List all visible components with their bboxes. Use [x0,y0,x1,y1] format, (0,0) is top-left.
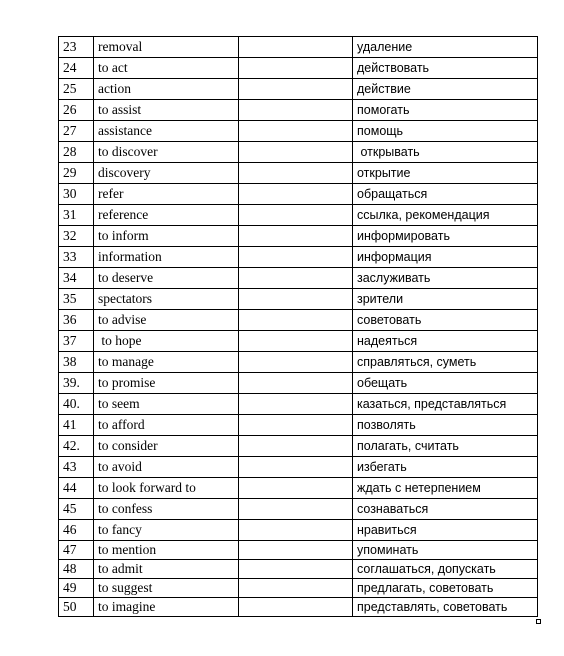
english-term: to inform [94,226,239,247]
russian-translation: зрители [353,289,538,310]
row-number: 45 [59,499,94,520]
empty-cell [239,205,353,226]
russian-translation: открытие [353,163,538,184]
row-number: 40. [59,394,94,415]
table-row [59,598,538,617]
empty-cell [239,100,353,121]
row-number: 31 [59,205,94,226]
empty-cell [239,268,353,289]
russian-translation: соглашаться, допускать [353,560,538,579]
russian-translation: ссылка, рекомендация [353,205,538,226]
row-number: 39. [59,373,94,394]
russian-translation: действие [353,79,538,100]
russian-translation: помощь [353,121,538,142]
table-row [59,373,538,394]
russian-translation: предлагать, советовать [353,579,538,598]
empty-cell [239,247,353,268]
empty-cell [239,37,353,58]
table-row [59,541,538,560]
russian-translation: заслуживать [353,268,538,289]
russian-translation: сознаваться [353,499,538,520]
row-number: 35 [59,289,94,310]
empty-cell [239,289,353,310]
table-resize-handle[interactable] [536,619,541,624]
row-number: 44 [59,478,94,499]
russian-translation: надеяться [353,331,538,352]
russian-translation: казаться, представляться [353,394,538,415]
russian-translation: советовать [353,310,538,331]
russian-translation: нравиться [353,520,538,541]
table-row [59,436,538,457]
row-number: 33 [59,247,94,268]
table-row [59,394,538,415]
row-number: 25 [59,79,94,100]
empty-cell [239,142,353,163]
row-number: 47 [59,541,94,560]
english-term: to seem [94,394,239,415]
russian-translation: позволять [353,415,538,436]
english-term: removal [94,37,239,58]
russian-translation: открывать [353,142,538,163]
english-term: refer [94,184,239,205]
empty-cell [239,457,353,478]
empty-cell [239,415,353,436]
table-row [59,289,538,310]
empty-cell [239,121,353,142]
russian-translation: избегать [353,457,538,478]
english-term: to act [94,58,239,79]
english-term: spectators [94,289,239,310]
table-row [59,352,538,373]
empty-cell [239,560,353,579]
table-row [59,79,538,100]
vocabulary-table [58,36,538,617]
english-term: to admit [94,560,239,579]
english-term: to consider [94,436,239,457]
table-row [59,58,538,79]
russian-translation: обещать [353,373,538,394]
russian-translation: информация [353,247,538,268]
russian-translation: удаление [353,37,538,58]
row-number: 36 [59,310,94,331]
row-number: 30 [59,184,94,205]
row-number: 48 [59,560,94,579]
row-number: 28 [59,142,94,163]
table-row [59,142,538,163]
table-row [59,560,538,579]
english-term: to promise [94,373,239,394]
english-term: to manage [94,352,239,373]
english-term: to discover [94,142,239,163]
row-number: 41 [59,415,94,436]
empty-cell [239,436,353,457]
empty-cell [239,310,353,331]
russian-translation: помогать [353,100,538,121]
english-term: assistance [94,121,239,142]
row-number: 26 [59,100,94,121]
table-row [59,415,538,436]
russian-translation: информировать [353,226,538,247]
empty-cell [239,520,353,541]
english-term: to assist [94,100,239,121]
vocabulary-table-body [59,37,538,617]
english-term: to look forward to [94,478,239,499]
empty-cell [239,541,353,560]
table-row [59,310,538,331]
table-row [59,579,538,598]
table-row [59,205,538,226]
table-row [59,478,538,499]
english-term: to advise [94,310,239,331]
table-row [59,331,538,352]
empty-cell [239,373,353,394]
row-number: 42. [59,436,94,457]
russian-translation: действовать [353,58,538,79]
english-term: to hope [94,331,239,352]
english-term: action [94,79,239,100]
row-number: 46 [59,520,94,541]
russian-translation: обращаться [353,184,538,205]
table-row [59,268,538,289]
row-number: 37 [59,331,94,352]
empty-cell [239,163,353,184]
empty-cell [239,331,353,352]
row-number: 50 [59,598,94,617]
english-term: to deserve [94,268,239,289]
english-term: to fancy [94,520,239,541]
row-number: 49 [59,579,94,598]
english-term: to avoid [94,457,239,478]
row-number: 29 [59,163,94,184]
table-row [59,499,538,520]
english-term: to afford [94,415,239,436]
row-number: 32 [59,226,94,247]
empty-cell [239,226,353,247]
table-row [59,184,538,205]
row-number: 38 [59,352,94,373]
row-number: 24 [59,58,94,79]
russian-translation: представлять, советовать [353,598,538,617]
empty-cell [239,394,353,415]
empty-cell [239,478,353,499]
english-term: discovery [94,163,239,184]
english-term: information [94,247,239,268]
english-term: to confess [94,499,239,520]
table-row [59,37,538,58]
english-term: to suggest [94,579,239,598]
empty-cell [239,58,353,79]
table-row [59,100,538,121]
empty-cell [239,499,353,520]
russian-translation: справляться, суметь [353,352,538,373]
table-row [59,121,538,142]
table-row [59,163,538,184]
russian-translation: полагать, считать [353,436,538,457]
table-row [59,520,538,541]
english-term: to imagine [94,598,239,617]
table-row [59,457,538,478]
row-number: 34 [59,268,94,289]
empty-cell [239,598,353,617]
table-row [59,226,538,247]
row-number: 27 [59,121,94,142]
row-number: 23 [59,37,94,58]
empty-cell [239,352,353,373]
english-term: reference [94,205,239,226]
row-number: 43 [59,457,94,478]
empty-cell [239,579,353,598]
russian-translation: упоминать [353,541,538,560]
table-row [59,247,538,268]
empty-cell [239,184,353,205]
empty-cell [239,79,353,100]
russian-translation: ждать с нетерпением [353,478,538,499]
english-term: to mention [94,541,239,560]
